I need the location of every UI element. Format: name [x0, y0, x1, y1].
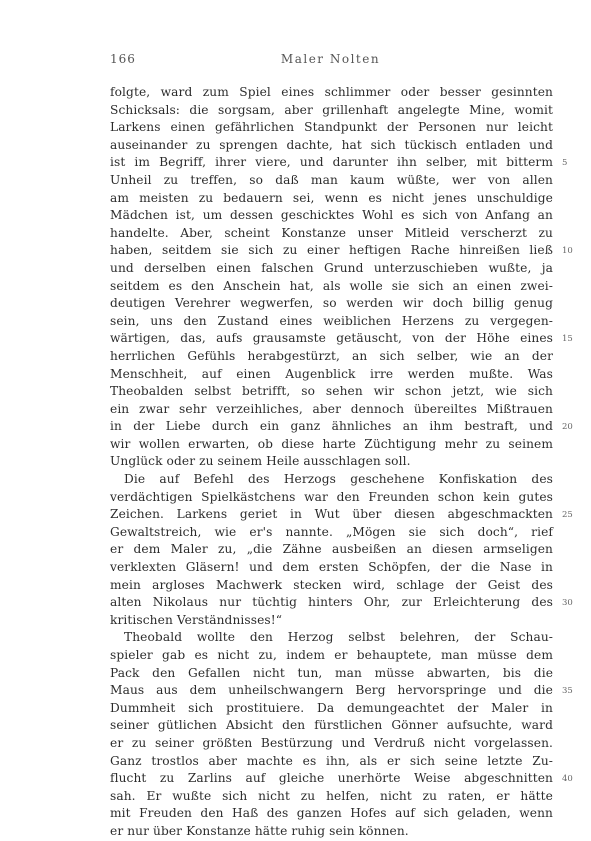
text-line: haben, seitdem sie sich zu einer heftigen Rache hinreißen ließ: [110, 243, 553, 258]
body-text: [110, 84, 553, 841]
line-number: 25: [562, 510, 573, 521]
text-line: Ganz trostlos aber machte es ihn, als er sich seine letzte Zu-: [110, 753, 553, 768]
line-number: 40: [562, 774, 573, 785]
text-line: deutigen Verehrer wegwerfen, so werden wir doch billig genug: [110, 296, 553, 311]
text-line: ein zwar sehr verzeihliches, aber dennoch übereiltes Mißtrauen: [110, 401, 553, 416]
text-line: kritischen Verständnisses!“: [110, 612, 283, 627]
text-line: verdächtigen Spielkästchens war den Freunden schon kein gutes: [110, 489, 553, 504]
text-line: Unheil zu treffen, so daß man kaum wüßte, wer von allen: [110, 172, 553, 187]
text-line: Dummheit sich prostituiere. Da demungeachtet der Maler in: [110, 700, 553, 715]
line-number: 30: [562, 598, 573, 609]
text-line: Schicksals: die sorgsam, aber grillenhaft angelegte Mine, womit: [110, 102, 553, 117]
text-line: Gewaltstreich, wie er's nannte. „Mögen sie sich doch“, rief: [110, 524, 553, 539]
text-line: Menschheit, auf einen Augenblick irre werden mußte. Was: [110, 366, 553, 381]
text-line: Die auf Befehl des Herzogs geschehene Konfiskation des: [124, 472, 553, 487]
text-line: verklexten Gläsern! und dem ersten Schöpfen, der die Nase in: [110, 560, 553, 575]
running-title: Maler Nolten: [280, 52, 381, 66]
page-number: 166: [110, 52, 136, 66]
text-line: er zu seiner größten Bestürzung und Verdruß nicht vorgelassen.: [110, 735, 553, 750]
text-line: Zeichen. Larkens geriet in Wut über diesen abgeschmackten: [110, 507, 553, 522]
text-line: Maus aus dem unheilschwangern Berg hervorspringe und die: [110, 683, 553, 698]
text-line: spieler gab es nicht zu, indem er behauptete, man müsse dem: [110, 648, 553, 662]
page-header: [110, 52, 551, 68]
text-line: seiner gütlichen Absicht den fürstlichen Gönner aufsuchte, ward: [110, 718, 553, 733]
text-line: wärtigen, das, aufs grausamste getäuscht, von der Höhe eines: [110, 331, 553, 346]
text-line: herrlichen Gefühls herabgestürzt, an sich selber, wie an der: [110, 348, 553, 363]
text-line: alten Nikolaus nur tüchtig hinters Ohr, zur Erleichterung des: [110, 595, 553, 610]
line-number: 20: [562, 422, 573, 433]
line-number: 15: [562, 334, 573, 345]
text-line: Unglück oder zu seinem Heile ausschlagen soll.: [110, 454, 411, 469]
text-line: er nur über Konstanze hätte ruhig sein können.: [110, 823, 409, 838]
text-line: am meisten zu bedauern sei, wenn es nicht jenes unschuldige: [110, 190, 553, 205]
text-line: Theobalden selbst betrifft, so sehen wir schon jetzt, wie sich: [110, 384, 553, 399]
text-line: auseinander zu sprengen dachte, hat sich tückisch entladen und: [110, 137, 553, 152]
text-line: er dem Maler zu, „die Zähne ausbeißen an diesen armseligen: [110, 542, 553, 557]
text-line: ist im Begriff, ihrer viere, und darunter ihn selber, mit bitterm: [110, 155, 553, 170]
line-number: 35: [562, 686, 573, 697]
text-line: Larkens einen gefährlichen Standpunkt der Personen nur leicht: [110, 120, 553, 135]
text-line: folgte, ward zum Spiel eines schlimmer oder besser gesinnten: [110, 85, 553, 99]
text-line: Theobald wollte den Herzog selbst belehren, der Schau-: [124, 630, 553, 645]
text-line: Mädchen ist, um dessen geschicktes Wohl es sich von Anfang an: [110, 208, 553, 223]
text-line: Pack den Gefallen nicht tun, man müsse abwarten, bis die: [110, 665, 553, 680]
text-line: handelte. Aber, scheint Konstanze unser Mitleid verscherzt zu: [110, 225, 553, 240]
text-line: mit Freuden den Haß des ganzen Hofes auf sich geladen, wenn: [110, 806, 553, 821]
line-number: 10: [562, 246, 573, 257]
text-line: und derselben einen falschen Grund unterzuschieben wußte, ja: [110, 260, 553, 275]
text-line: sah. Er wußte sich nicht zu helfen, nicht zu raten, er hätte: [110, 788, 553, 803]
text-line: wir wollen erwarten, ob diese harte Züchtigung mehr zu seinem: [110, 436, 553, 451]
text-line: flucht zu Zarlins auf gleiche unerhörte Weise abgeschnitten: [110, 771, 553, 786]
text-line: seitdem es den Anschein hat, als wolle sie sich an einen zwei-: [110, 278, 553, 293]
text-line: in der Liebe durch ein ganz ähnliches an ihm bestraft, und: [110, 419, 553, 434]
line-number: 5: [562, 158, 568, 169]
text-line: mein argloses Machwerk stecken wird, schlage der Geist des: [110, 577, 553, 592]
text-line: sein, uns den Zustand eines weiblichen Herzens zu vergegen-: [110, 313, 553, 328]
